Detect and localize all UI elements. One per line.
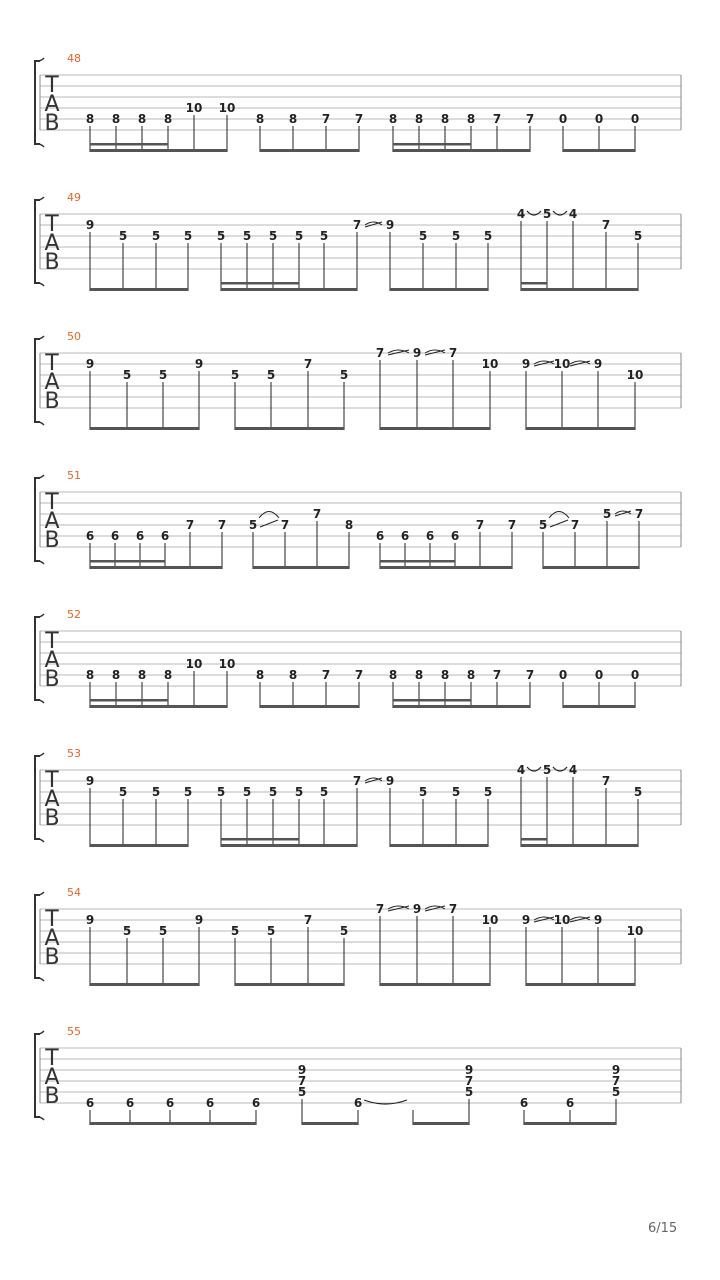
tab-clef-b: B: [44, 250, 60, 275]
fret-number: 7: [448, 902, 458, 916]
fret-number: 5: [242, 229, 252, 243]
fret-number: 5: [297, 1085, 307, 1099]
fret-number: 0: [630, 112, 640, 126]
beam: [221, 844, 357, 847]
fret-number: 7: [352, 774, 362, 788]
fret-number: 5: [266, 924, 276, 938]
tab-system-52: [35, 608, 681, 708]
fret-number: 5: [319, 785, 329, 799]
fret-number: 10: [218, 101, 236, 115]
bracket-curl: [35, 336, 44, 339]
fret-number: 6: [85, 1096, 95, 1110]
measure-number: 49: [67, 191, 81, 204]
beam-16th: [393, 699, 471, 702]
tab-system-48: [35, 52, 681, 152]
fret-number: 8: [466, 112, 476, 126]
fret-number: 9: [85, 774, 95, 788]
fret-number: 9: [85, 357, 95, 371]
fret-number: 5: [183, 229, 193, 243]
fret-number: 8: [388, 668, 398, 682]
tab-clef-t: T: [45, 629, 59, 654]
tab-clef-b: B: [44, 528, 60, 553]
fret-number: 9: [593, 913, 603, 927]
beam: [90, 149, 227, 152]
fret-number: 8: [163, 668, 173, 682]
fret-number: 10: [553, 913, 571, 927]
beam: [90, 566, 222, 569]
fret-number: 8: [440, 668, 450, 682]
fret-number: 6: [450, 529, 460, 543]
beam: [526, 983, 635, 986]
fret-number: 7: [464, 1074, 474, 1088]
fret-number: 8: [414, 112, 424, 126]
fret-number: 5: [611, 1085, 621, 1099]
beam-16th: [90, 143, 168, 146]
fret-number: 7: [217, 518, 227, 532]
fret-number: 6: [353, 1096, 363, 1110]
fret-number: 5: [339, 368, 349, 382]
fret-number: 7: [611, 1074, 621, 1088]
fret-number: 8: [85, 112, 95, 126]
slide-line: [260, 520, 278, 527]
measure-number: 52: [67, 608, 81, 621]
fret-number: 10: [553, 357, 571, 371]
fret-number: 5: [451, 785, 461, 799]
fret-number: 9: [85, 218, 95, 232]
tab-system-54: [35, 886, 681, 986]
fret-number: 7: [525, 668, 535, 682]
fret-number: 7: [354, 112, 364, 126]
tab-system-55: [35, 1025, 681, 1125]
tab-clef-a: A: [44, 926, 60, 951]
beam: [563, 705, 635, 708]
fret-number: 9: [611, 1063, 621, 1077]
fret-number: 8: [85, 668, 95, 682]
fret-number: 9: [521, 357, 531, 371]
beam: [260, 149, 359, 152]
fret-number: 8: [255, 112, 265, 126]
tab-clef-t: T: [45, 768, 59, 793]
fret-number: 5: [216, 229, 226, 243]
beam: [521, 844, 638, 847]
beam-16th: [221, 282, 299, 285]
tab-clef-t: T: [45, 1046, 59, 1071]
fret-number: 6: [375, 529, 385, 543]
tab-clef-a: A: [44, 787, 60, 812]
beam: [90, 288, 188, 291]
fret-number: 0: [594, 112, 604, 126]
beam: [260, 705, 359, 708]
measure-number: 55: [67, 1025, 81, 1038]
system-bracket: [35, 200, 40, 283]
fret-number: 0: [594, 668, 604, 682]
beam: [90, 983, 199, 986]
fret-number: 8: [344, 518, 354, 532]
fret-number: 5: [633, 785, 643, 799]
page-number: 6/15: [648, 1221, 678, 1236]
tab-clef-t: T: [45, 351, 59, 376]
fret-number: 5: [483, 229, 493, 243]
fret-number: 7: [601, 218, 611, 232]
fret-number: 9: [297, 1063, 307, 1077]
fret-number: 5: [633, 229, 643, 243]
tab-clef-a: A: [44, 648, 60, 673]
beam: [563, 149, 635, 152]
measure-number: 53: [67, 747, 81, 760]
tab-clef-a: A: [44, 509, 60, 534]
beam-16th: [380, 560, 455, 563]
fret-number: 5: [158, 368, 168, 382]
fret-number: 5: [122, 924, 132, 938]
system-bracket: [35, 478, 40, 561]
tab-clef-b: B: [44, 667, 60, 692]
bracket-curl: [35, 283, 44, 286]
beam: [380, 427, 490, 430]
fret-number: 7: [352, 218, 362, 232]
fret-number: 5: [118, 785, 128, 799]
fret-number: 9: [385, 218, 395, 232]
bracket-curl: [35, 1031, 44, 1034]
fret-number: 0: [558, 112, 568, 126]
beam: [521, 288, 638, 291]
fret-number: 5: [268, 229, 278, 243]
fret-number: 7: [492, 668, 502, 682]
fret-number: 10: [481, 913, 499, 927]
fret-number: 7: [601, 774, 611, 788]
bracket-curl: [35, 561, 44, 564]
fret-number: 7: [375, 902, 385, 916]
fret-number: 10: [218, 657, 236, 671]
fret-number: 7: [525, 112, 535, 126]
fret-number: 6: [135, 529, 145, 543]
fret-number: 7: [492, 112, 502, 126]
fret-number: 5: [418, 785, 428, 799]
fret-number: 5: [294, 229, 304, 243]
bracket-curl: [35, 892, 44, 895]
fret-number: 0: [630, 668, 640, 682]
fret-number: 9: [521, 913, 531, 927]
fret-number: 7: [570, 518, 580, 532]
fret-number: 7: [321, 112, 331, 126]
system-bracket: [35, 339, 40, 422]
beam: [393, 149, 530, 152]
beam: [390, 844, 488, 847]
fret-number: 7: [303, 357, 313, 371]
beam-16th: [221, 838, 299, 841]
bracket-curl: [35, 144, 44, 147]
tab-clef-a: A: [44, 231, 60, 256]
fret-number: 7: [507, 518, 517, 532]
beam: [302, 1122, 358, 1125]
fret-number: 7: [448, 346, 458, 360]
tab-clef-a: A: [44, 1065, 60, 1090]
tab-clef-b: B: [44, 1084, 60, 1109]
fret-number: 6: [519, 1096, 529, 1110]
fret-number: 4: [516, 763, 526, 777]
system-bracket: [35, 895, 40, 978]
fret-number: 8: [440, 112, 450, 126]
fret-number: 5: [118, 229, 128, 243]
bracket-curl: [35, 753, 44, 756]
tab-clef-t: T: [45, 907, 59, 932]
tab-system-50: [35, 330, 681, 430]
fret-number: 6: [400, 529, 410, 543]
fret-number: 9: [412, 902, 422, 916]
system-bracket: [35, 61, 40, 144]
fret-number: 8: [163, 112, 173, 126]
tie-arc: [259, 512, 279, 519]
fret-number: 5: [151, 785, 161, 799]
system-bracket: [35, 756, 40, 839]
fret-number: 9: [194, 357, 204, 371]
bracket-curl: [35, 700, 44, 703]
fret-number: 8: [111, 112, 121, 126]
beam: [90, 427, 199, 430]
tab-clef-a: A: [44, 92, 60, 117]
fret-number: 7: [297, 1074, 307, 1088]
fret-number: 9: [194, 913, 204, 927]
fret-number: 10: [185, 101, 203, 115]
fret-number: 7: [185, 518, 195, 532]
fret-number: 6: [165, 1096, 175, 1110]
fret-number: 5: [230, 924, 240, 938]
fret-number: 8: [137, 112, 147, 126]
fret-number: 5: [538, 518, 548, 532]
fret-number: 6: [425, 529, 435, 543]
fret-number: 6: [160, 529, 170, 543]
fret-number: 8: [288, 668, 298, 682]
beam: [90, 1122, 256, 1125]
fret-number: 0: [558, 668, 568, 682]
fret-number: 8: [111, 668, 121, 682]
fret-number: 5: [216, 785, 226, 799]
measure-number: 51: [67, 469, 81, 482]
fret-number: 5: [151, 229, 161, 243]
bracket-curl: [35, 614, 44, 617]
fret-number: 9: [593, 357, 603, 371]
fret-number: 5: [542, 207, 552, 221]
bracket-curl: [35, 197, 44, 200]
fret-number: 5: [268, 785, 278, 799]
beam: [221, 288, 357, 291]
beam: [413, 1122, 469, 1125]
beam: [524, 1122, 616, 1125]
fret-number: 6: [125, 1096, 135, 1110]
fret-number: 8: [255, 668, 265, 682]
fret-number: 7: [321, 668, 331, 682]
fret-number: 10: [626, 368, 644, 382]
system-bracket: [35, 1034, 40, 1117]
fret-number: 9: [412, 346, 422, 360]
system-bracket: [35, 617, 40, 700]
fret-number: 7: [303, 913, 313, 927]
fret-number: 5: [294, 785, 304, 799]
fret-number: 5: [451, 229, 461, 243]
fret-number: 5: [242, 785, 252, 799]
tab-clef-b: B: [44, 389, 60, 414]
measure-number: 54: [67, 886, 81, 899]
fret-number: 5: [464, 1085, 474, 1099]
fret-number: 7: [475, 518, 485, 532]
fret-number: 5: [266, 368, 276, 382]
fret-number: 5: [230, 368, 240, 382]
fret-number: 5: [542, 763, 552, 777]
fret-number: 5: [122, 368, 132, 382]
fret-number: 5: [319, 229, 329, 243]
fret-number: 7: [634, 507, 644, 521]
tab-clef-t: T: [45, 73, 59, 98]
measure-number: 50: [67, 330, 81, 343]
bracket-curl: [35, 475, 44, 478]
fret-number: 5: [248, 518, 258, 532]
fret-number: 10: [626, 924, 644, 938]
beam: [380, 983, 490, 986]
fret-number: 9: [464, 1063, 474, 1077]
beam: [235, 427, 344, 430]
fret-number: 4: [516, 207, 526, 221]
bracket-curl: [35, 978, 44, 981]
beam: [235, 983, 344, 986]
fret-number: 10: [481, 357, 499, 371]
beam-16th: [90, 560, 165, 563]
beam: [393, 705, 530, 708]
beam: [253, 566, 349, 569]
fret-number: 6: [565, 1096, 575, 1110]
fret-number: 8: [137, 668, 147, 682]
beam-16th: [521, 282, 547, 285]
slide-line: [550, 520, 568, 527]
fret-number: 5: [602, 507, 612, 521]
beam: [380, 566, 512, 569]
fret-number: 7: [354, 668, 364, 682]
beam-16th: [521, 838, 547, 841]
bracket-curl: [35, 1117, 44, 1120]
fret-number: 5: [483, 785, 493, 799]
tab-clef-a: A: [44, 370, 60, 395]
tab-clef-t: T: [45, 212, 59, 237]
tab-system-53: [35, 747, 681, 847]
fret-number: 6: [85, 529, 95, 543]
fret-number: 8: [388, 112, 398, 126]
fret-number: 6: [205, 1096, 215, 1110]
fret-number: 8: [288, 112, 298, 126]
fret-number: 5: [158, 924, 168, 938]
beam: [543, 566, 639, 569]
fret-number: 5: [339, 924, 349, 938]
bracket-curl: [35, 58, 44, 61]
beam-16th: [393, 143, 471, 146]
fret-number: 5: [418, 229, 428, 243]
fret-number: 9: [85, 913, 95, 927]
tie-arc: [549, 512, 569, 519]
fret-number: 7: [375, 346, 385, 360]
fret-number: 6: [251, 1096, 261, 1110]
fret-number: 7: [280, 518, 290, 532]
fret-number: 7: [312, 507, 322, 521]
fret-number: 10: [185, 657, 203, 671]
fret-number: 9: [385, 774, 395, 788]
bracket-curl: [35, 422, 44, 425]
beam: [526, 427, 635, 430]
tab-clef-b: B: [44, 806, 60, 831]
tab-clef-b: B: [44, 945, 60, 970]
beam: [90, 705, 227, 708]
beam-16th: [90, 699, 168, 702]
tab-clef-t: T: [45, 490, 59, 515]
tab-system-51: [35, 469, 681, 569]
tab-clef-b: B: [44, 111, 60, 136]
fret-number: 8: [414, 668, 424, 682]
beam: [390, 288, 488, 291]
fret-number: 4: [568, 763, 578, 777]
fret-number: 8: [466, 668, 476, 682]
tab-system-49: [35, 191, 681, 291]
beam: [90, 844, 188, 847]
fret-number: 4: [568, 207, 578, 221]
bracket-curl: [35, 839, 44, 842]
fret-number: 6: [110, 529, 120, 543]
measure-number: 48: [67, 52, 81, 65]
fret-number: 5: [183, 785, 193, 799]
